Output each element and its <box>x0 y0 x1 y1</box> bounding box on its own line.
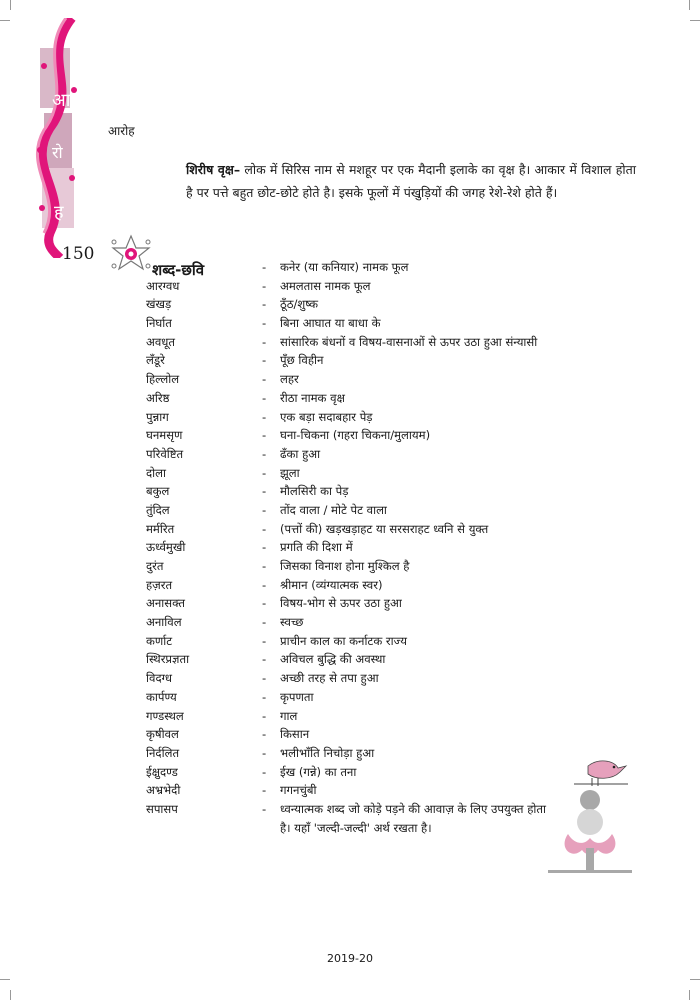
glossary-definition: झूला <box>280 465 300 480</box>
glossary-dash: - <box>262 596 267 611</box>
glossary-dash: - <box>262 727 267 742</box>
glossary-dash: - <box>262 671 267 686</box>
crop-mark <box>690 979 700 980</box>
glossary-definition: गाल <box>280 708 298 723</box>
glossary-term: गण्डस्थल <box>146 708 184 723</box>
glossary-term: अनाविल <box>146 615 182 630</box>
glossary-dash: - <box>262 540 267 555</box>
glossary-dash: - <box>262 428 267 443</box>
bird-on-pedestal-icon <box>548 756 632 876</box>
glossary-dash: - <box>262 334 267 349</box>
glossary-term: स्थिरप्रज्ञता <box>146 652 190 667</box>
glossary-definition: (पत्तों की) खड़खड़ाहट या सरसराहट ध्वनि से युक्त <box>280 521 489 536</box>
intro-text: लोक में सिरिस नाम से मशहूर पर एक मैदानी इलाके का वृक्ष है। आकार में विशाल होता है पर पत्ते बहुत छोट-छोटे होते है। इसके फूलों में पंखुड़ियों की जगह रेशे-रेशे होते हैं। <box>186 162 637 200</box>
glossary-row <box>146 426 566 445</box>
glossary-dash: - <box>262 409 267 424</box>
glossary-row <box>146 688 566 707</box>
glossary-dash: - <box>262 764 267 779</box>
glossary-term: परिवेष्टित <box>146 446 184 461</box>
glossary-dash: - <box>262 372 267 387</box>
glossary-row <box>146 707 566 726</box>
crop-mark <box>10 0 11 10</box>
glossary-definition: ध्वन्यात्मक शब्द जो कोड़े पड़ने की आवाज़ के लिए उपयुक्त होता है। यहाँ 'जल्दी-जल्दी' अर्थ रखता है। <box>280 801 546 835</box>
glossary-term: ईक्षुदण्ड <box>146 764 178 779</box>
glossary-row <box>146 557 566 576</box>
glossary-definition: स्वच्छ <box>280 615 304 630</box>
glossary-row <box>146 258 566 277</box>
glossary-dash: - <box>262 615 267 630</box>
glossary-row <box>146 800 566 838</box>
glossary-term: बकुल <box>146 484 170 499</box>
glossary-dash: - <box>262 278 267 293</box>
glossary-dash: - <box>262 390 267 405</box>
glossary-definition: एक बड़ा सदाबहार पेड़ <box>280 409 373 424</box>
glossary-term: अरिष्ठ <box>146 390 170 405</box>
running-head: आरोह <box>108 124 135 138</box>
glossary-term: कृषीवल <box>146 727 179 742</box>
glossary-dash: - <box>262 708 267 723</box>
glossary-term: हिल्लोल <box>146 372 180 387</box>
glossary-definition: कनेर (या कनियार) नामक फूल <box>280 260 409 274</box>
glossary-definition: कृपणता <box>280 689 314 704</box>
glossary-dash: - <box>262 353 267 368</box>
glossary-row <box>146 538 566 557</box>
glossary-term: सपासप <box>146 801 178 816</box>
glossary-row <box>146 370 566 389</box>
crop-mark <box>0 20 10 21</box>
glossary-heading: शब्द-छवि <box>152 261 205 279</box>
glossary-dash: - <box>262 465 267 480</box>
glossary-term: लँडूरे <box>146 353 165 368</box>
glossary-definition: रीठा नामक वृक्ष <box>280 390 345 405</box>
glossary-dash: - <box>262 633 267 648</box>
glossary-dash: - <box>262 801 267 816</box>
crop-mark <box>690 20 700 21</box>
glossary-dash: - <box>262 502 267 517</box>
glossary-definition: श्रीमान (व्यंग्यात्मक स्वर) <box>280 577 383 592</box>
glossary-row <box>146 501 566 520</box>
glossary-definition: मौलसिरी का पेड़ <box>280 484 349 499</box>
glossary-dash: - <box>262 652 267 667</box>
glossary-term: दुरंत <box>146 559 164 573</box>
glossary-row <box>146 277 566 296</box>
glossary-term: आरग्वध <box>146 278 180 293</box>
glossary-definition: अविचल बुद्धि की अवस्था <box>280 652 386 667</box>
ribbon-letter: रो <box>52 143 63 162</box>
glossary-row <box>146 482 566 501</box>
glossary-definition: प्राचीन काल का कर्नाटक राज्य <box>280 633 408 648</box>
glossary-definition: ईख (गन्ने) का तना <box>280 764 357 779</box>
ribbon-letter: आ <box>52 90 71 111</box>
glossary-row <box>146 650 566 669</box>
glossary-term: खंखड़ <box>146 297 172 312</box>
glossary-dash: - <box>262 745 267 760</box>
glossary-term: कार्पण्य <box>146 689 177 704</box>
glossary-term: निर्दलित <box>146 745 180 760</box>
glossary-term: ऊर्ध्वमुखी <box>146 540 186 555</box>
glossary-definition: गगनचुंबी <box>280 783 317 798</box>
glossary-dash: - <box>262 577 267 592</box>
glossary-definition: जिसका विनाश होना मुश्किल है <box>280 559 410 573</box>
glossary-term: तुंदिल <box>146 502 170 517</box>
glossary-definition: लहर <box>280 372 299 387</box>
glossary-term: मर्मरित <box>146 521 175 536</box>
intro-term: शिरीष वृक्ष– <box>186 162 241 177</box>
glossary-definition: विषय-भोग से ऊपर उठा हुआ <box>280 596 402 611</box>
crop-mark <box>689 990 690 1000</box>
glossary-dash: - <box>262 783 267 798</box>
crop-mark <box>0 979 10 980</box>
ribbon-letter: ह <box>54 202 64 223</box>
glossary-term: अभ्रभेदी <box>146 783 181 798</box>
glossary-term: घनमसृण <box>146 428 183 443</box>
glossary-dash: - <box>262 446 267 461</box>
glossary-dash: - <box>262 260 267 274</box>
glossary-dash: - <box>262 689 267 704</box>
glossary-row <box>146 576 566 595</box>
glossary-row <box>146 408 566 427</box>
glossary-dash: - <box>262 559 267 573</box>
glossary-definition: अमलतास नामक फूल <box>280 278 371 293</box>
glossary-row <box>146 613 566 632</box>
page-number: 150 <box>62 244 95 264</box>
glossary-row <box>146 632 566 651</box>
glossary-term: पुन्नाग <box>146 409 169 424</box>
glossary-list <box>146 258 566 838</box>
glossary-row <box>146 725 566 744</box>
glossary-term: अवधूत <box>146 334 176 349</box>
glossary-term: कर्णाट <box>146 633 173 648</box>
glossary-dash: - <box>262 484 267 499</box>
glossary-definition: घना-चिकना (गहरा चिकना/मुलायम) <box>280 428 431 443</box>
glossary-term: विदग्ध <box>146 671 172 686</box>
glossary-row <box>146 445 566 464</box>
glossary-term: दोला <box>146 465 167 480</box>
glossary-row <box>146 464 566 483</box>
glossary-row <box>146 763 566 782</box>
glossary-row <box>146 781 566 800</box>
glossary-definition: अच्छी तरह से तपा हुआ <box>280 671 379 686</box>
glossary-row <box>146 669 566 688</box>
ribbon-decoration-icon <box>30 18 90 258</box>
glossary-definition: प्रगति की दिशा में <box>280 540 353 555</box>
glossary-row <box>146 594 566 613</box>
glossary-dash: - <box>262 316 267 331</box>
glossary-definition: किसान <box>280 727 310 742</box>
glossary-dash: - <box>262 521 267 536</box>
glossary-term: अनासक्त <box>146 596 185 611</box>
glossary-definition: पूँछ विहीन <box>280 353 324 368</box>
glossary-definition: ढँका हुआ <box>280 446 321 461</box>
page-footer: 2019-20 <box>327 952 373 965</box>
glossary-row <box>146 351 566 370</box>
glossary-definition: तोंद वाला / मोटे पेट वाला <box>280 502 387 517</box>
glossary-row <box>146 333 566 352</box>
glossary-definition: सांसारिक बंधनों व विषय-वासनाओं से ऊपर उठा हुआ संन्यासी <box>280 334 538 349</box>
glossary-term: निर्घात <box>146 316 172 331</box>
glossary-definition: बिना आघात या बाधा के <box>280 316 381 331</box>
glossary-row <box>146 744 566 763</box>
glossary-row <box>146 520 566 539</box>
glossary-row <box>146 295 566 314</box>
glossary-definition: ठूँठ/शुष्क <box>280 297 319 312</box>
crop-mark <box>10 990 11 1000</box>
glossary-term: हज़रत <box>146 577 173 592</box>
intro-paragraph <box>186 158 636 204</box>
glossary-definition: भलीभाँति निचोड़ा हुआ <box>280 745 375 760</box>
glossary-row <box>146 389 566 408</box>
crop-mark <box>689 0 690 10</box>
glossary-row <box>146 314 566 333</box>
glossary-dash: - <box>262 297 267 312</box>
